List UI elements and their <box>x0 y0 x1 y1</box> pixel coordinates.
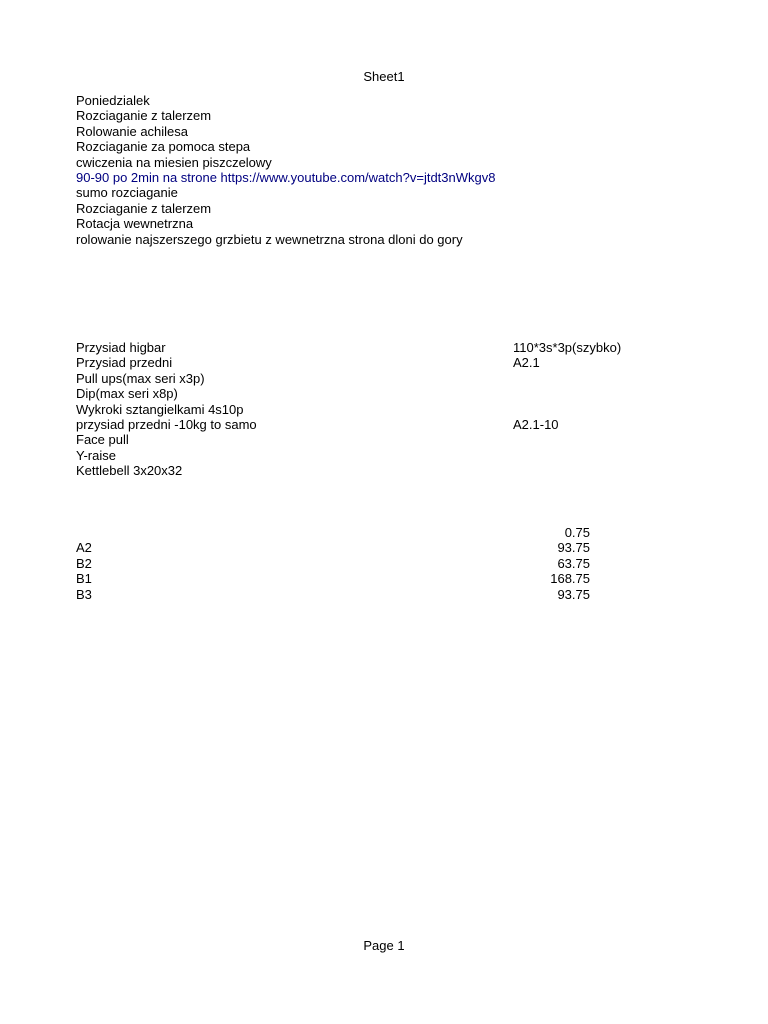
list-item <box>76 232 676 247</box>
label-cell: A2 <box>76 540 92 556</box>
exercise-cell: Przysiad higbar <box>76 340 166 355</box>
note-cell: 110*3s*3p(szybko) <box>513 340 622 355</box>
table-row <box>76 355 676 370</box>
table-row <box>76 571 676 586</box>
table-row <box>76 463 676 478</box>
table-row <box>76 448 676 463</box>
list-item <box>76 108 676 123</box>
label-cell: B2 <box>76 555 92 571</box>
label-cell: B3 <box>76 586 92 602</box>
exercise-cell: Kettlebell 3x20x32 <box>76 463 183 479</box>
table-row <box>76 556 676 571</box>
value-cell: 63.75 <box>557 555 590 571</box>
cell-text: Rolowanie achilesa <box>76 123 189 139</box>
exercise-cell: Pull ups(max seri x3p) <box>76 370 205 386</box>
list-item <box>76 170 676 185</box>
value-cell: 168.75 <box>550 571 590 587</box>
youtube-link[interactable]: 90-90 po 2min na strone https://www.youtube.com/watch?v=jtdt3nWkgv8 <box>76 169 496 185</box>
table-row <box>76 587 676 602</box>
list-item <box>76 155 676 170</box>
exercise-cell: Y-raise <box>76 447 116 463</box>
list-item <box>76 216 676 231</box>
list-item <box>76 124 676 139</box>
list-item <box>76 185 676 200</box>
table-row <box>76 417 676 432</box>
cell-text: Rozciaganie z talerzem <box>76 108 212 124</box>
cell-text: rolowanie najszerszego grzbietu z wewnetrzna strona dloni do gory <box>76 231 463 247</box>
table-row <box>76 386 676 401</box>
note-cell: A2.1 <box>513 355 540 371</box>
table-row <box>76 540 676 555</box>
cell-text: cwiczenia na miesien piszczelowy <box>76 154 272 170</box>
warmup-list <box>76 93 676 247</box>
table-row <box>76 432 676 447</box>
table-row <box>76 340 676 355</box>
table-row <box>76 402 676 417</box>
value-cell: 93.75 <box>557 540 590 556</box>
exercise-cell: przysiad przedni -10kg to samo <box>76 416 257 432</box>
list-item <box>76 139 676 154</box>
table-row <box>76 371 676 386</box>
cell-text: sumo rozciaganie <box>76 185 178 201</box>
list-item <box>76 93 676 108</box>
exercise-cell: Dip(max seri x8p) <box>76 386 178 402</box>
exercise-cell: Face pull <box>76 432 129 448</box>
exercise-cell: Wykroki sztangielkami 4s10p <box>76 401 244 417</box>
cell-text: Rozciaganie za pomoca stepa <box>76 139 251 155</box>
note-cell: A2.1-10 <box>513 416 559 432</box>
sheet-title: Sheet1 <box>363 69 405 84</box>
list-item <box>76 201 676 216</box>
value-cell: 93.75 <box>557 586 590 602</box>
value-cell: 0.75 <box>564 525 590 540</box>
calc-table <box>76 525 676 602</box>
table-row <box>76 525 676 540</box>
exercise-cell: Przysiad przedni <box>76 355 173 371</box>
page-number: Page 1 <box>363 938 405 953</box>
label-cell: B1 <box>76 571 92 587</box>
cell-text: Rozciaganie z talerzem <box>76 200 212 216</box>
training-table <box>76 340 676 479</box>
cell-text: Poniedzialek <box>76 93 150 108</box>
cell-text: Rotacja wewnetrzna <box>76 216 194 232</box>
